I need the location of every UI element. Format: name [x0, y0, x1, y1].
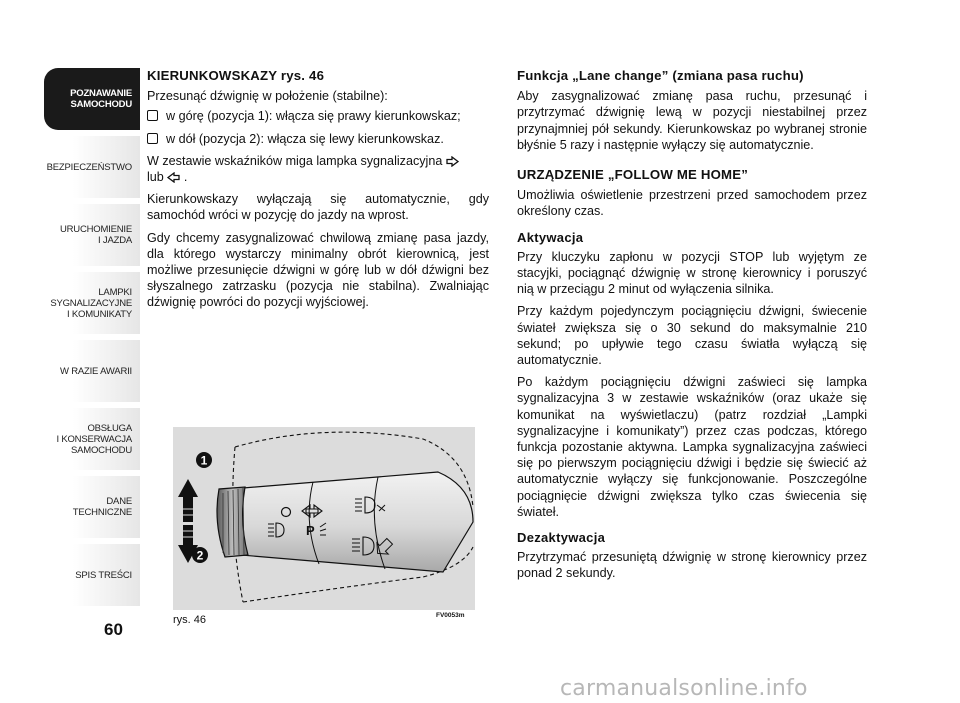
bullet-text: w górę (pozycja 1): włącza się prawy kierunkowskaz;: [166, 109, 461, 124]
follow-me-home-heading: URZĄDZENIE „FOLLOW ME HOME”: [517, 167, 749, 183]
activation-paragraph-3: Po każdym pociągnięciu dźwigni zaświeci się lampka sygnalizacyjna 3 w zestawie wskaźników (oraz ukaże się komunikat na wyświetlaczu) (patrz rozdział „Lampki sygnalizacyjne i komunikaty”) przez czas podczas, którego funkcja pozostanie aktywna. Lampka sygnalizacyjna zaświeci się po pierwszym pociągnięciu dźwigi i będzie się świecić aż automatycznie wyłączy się funkcjonowanie. Poszczególne pociągnięcie dźwigni zwiększa tylko czas świecenia się świateł.: [517, 375, 867, 519]
deactivation-heading: Dezaktywacja: [517, 530, 606, 546]
right-column: [517, 68, 867, 588]
indicator-end: .: [183, 170, 188, 185]
lane-change-text: Aby zasygnalizować zmianę pasa ruchu, przesunąć i przytrzymać dźwignię lewą w pozycji niestabilnej przez przynajmniej pół sekundy. Kierunkowskaz po wybranej stronie błyśnie 5 razy i następnie wyłączy się automatycznie.: [517, 89, 867, 152]
left-column: [147, 68, 489, 317]
tab-uruchomienie-i-jazda[interactable]: URUCHOMIENIE I JAZDA: [44, 204, 140, 266]
follow-me-home-text: Umożliwia oświetlenie przestrzeni przed samochodem przez określony czas.: [517, 188, 867, 219]
bullet-text: w dół (pozycja 2): włącza się lewy kierunkowskaz.: [166, 131, 444, 146]
tab-poznawanie-samochodu[interactable]: POZNAWANIE SAMOCHODU: [44, 68, 140, 130]
figure-code: FV0053m: [436, 612, 465, 619]
section-heading-turn-signals: KIERUNKOWSKAZY rys. 46: [147, 68, 325, 83]
tab-spis-tresci[interactable]: SPIS TREŚCI: [44, 544, 140, 606]
tab-bezpieczenstwo[interactable]: BEZPIECZEŃSTWO: [44, 136, 140, 198]
figure-turn-signal-stalk: [173, 427, 475, 610]
position-2-label: 2: [196, 548, 204, 563]
tab-lampki-sygnalizacyjne[interactable]: LAMPKI SYGNALIZACYJNE I KOMUNIKATY: [44, 272, 140, 334]
stalk-illustration: [173, 427, 475, 610]
indicator-text: W zestawie wskaźników miga lampka sygnalizacyjna: [147, 153, 443, 168]
bullet-item: [147, 108, 489, 124]
lane-change-heading: Funkcja „Lane change” (zmiana pasa ruchu): [517, 68, 804, 83]
indicator-paragraph: [147, 153, 489, 185]
tab-obsluga-i-konserwacja[interactable]: OBSŁUGA I KONSERWACJA SAMOCHODU: [44, 408, 140, 470]
right-arrow-icon: [446, 156, 459, 167]
position-1-label: 1: [200, 453, 208, 468]
deactivation-text: Przytrzymać przesuniętą dźwignię w stronę kierownicy przez ponad 2 sekundy.: [517, 550, 867, 581]
activation-paragraph-2: Przy każdym pojedynczym pociągnięciu dźwigni, świecenie świateł zwiększa się o 30 sekund do maksymalnie 210 sekund; po upływie tego czasu światła wyłączą się automatycznie.: [517, 304, 867, 368]
checkbox-bullet-icon: [147, 133, 158, 144]
bullet-item: [147, 131, 489, 147]
figure-caption: rys. 46: [173, 614, 207, 626]
lane-change-paragraph: Gdy chcemy zasygnalizować chwilową zmianę pasa jazdy, dla którego wystarczy minimalny obrót kierownicą, jest możliwe przesunięcie dźwigni w górę lub w dół dźwigni bez słyszalnego zatrzasku (pozycja nie stabilna). Zwalniając dźwignię powróci do pozycji wyjściowej.: [147, 230, 489, 310]
svg-text:P: P: [306, 523, 315, 538]
activation-heading: Aktywacja: [517, 229, 584, 245]
auto-off-paragraph: Kierunkowskazy wyłączają się automatycznie, gdy samochód wróci w pozycję do jazdy na wprost.: [147, 192, 489, 223]
tab-dane-techniczne[interactable]: DANE TECHNICZNE: [44, 476, 140, 538]
intro-paragraph: Przesunąć dźwignię w położenie (stabilne):: [147, 89, 388, 104]
left-arrow-icon: [167, 172, 180, 183]
tab-w-razie-awarii[interactable]: W RAZIE AWARII: [44, 340, 140, 402]
checkbox-bullet-icon: [147, 110, 158, 121]
page-number: 60: [104, 620, 123, 639]
watermark: carmanualsonline.info: [560, 676, 808, 701]
indicator-or: lub: [147, 170, 164, 185]
activation-paragraph-1: Przy kluczyku zapłonu w pozycji STOP lub wyjętym ze stacyjki, pociągnąć dźwignię w stronę kierownicy i poruszyć nią w przeciągu 2 minut od wyłączenia silnika.: [517, 249, 867, 297]
